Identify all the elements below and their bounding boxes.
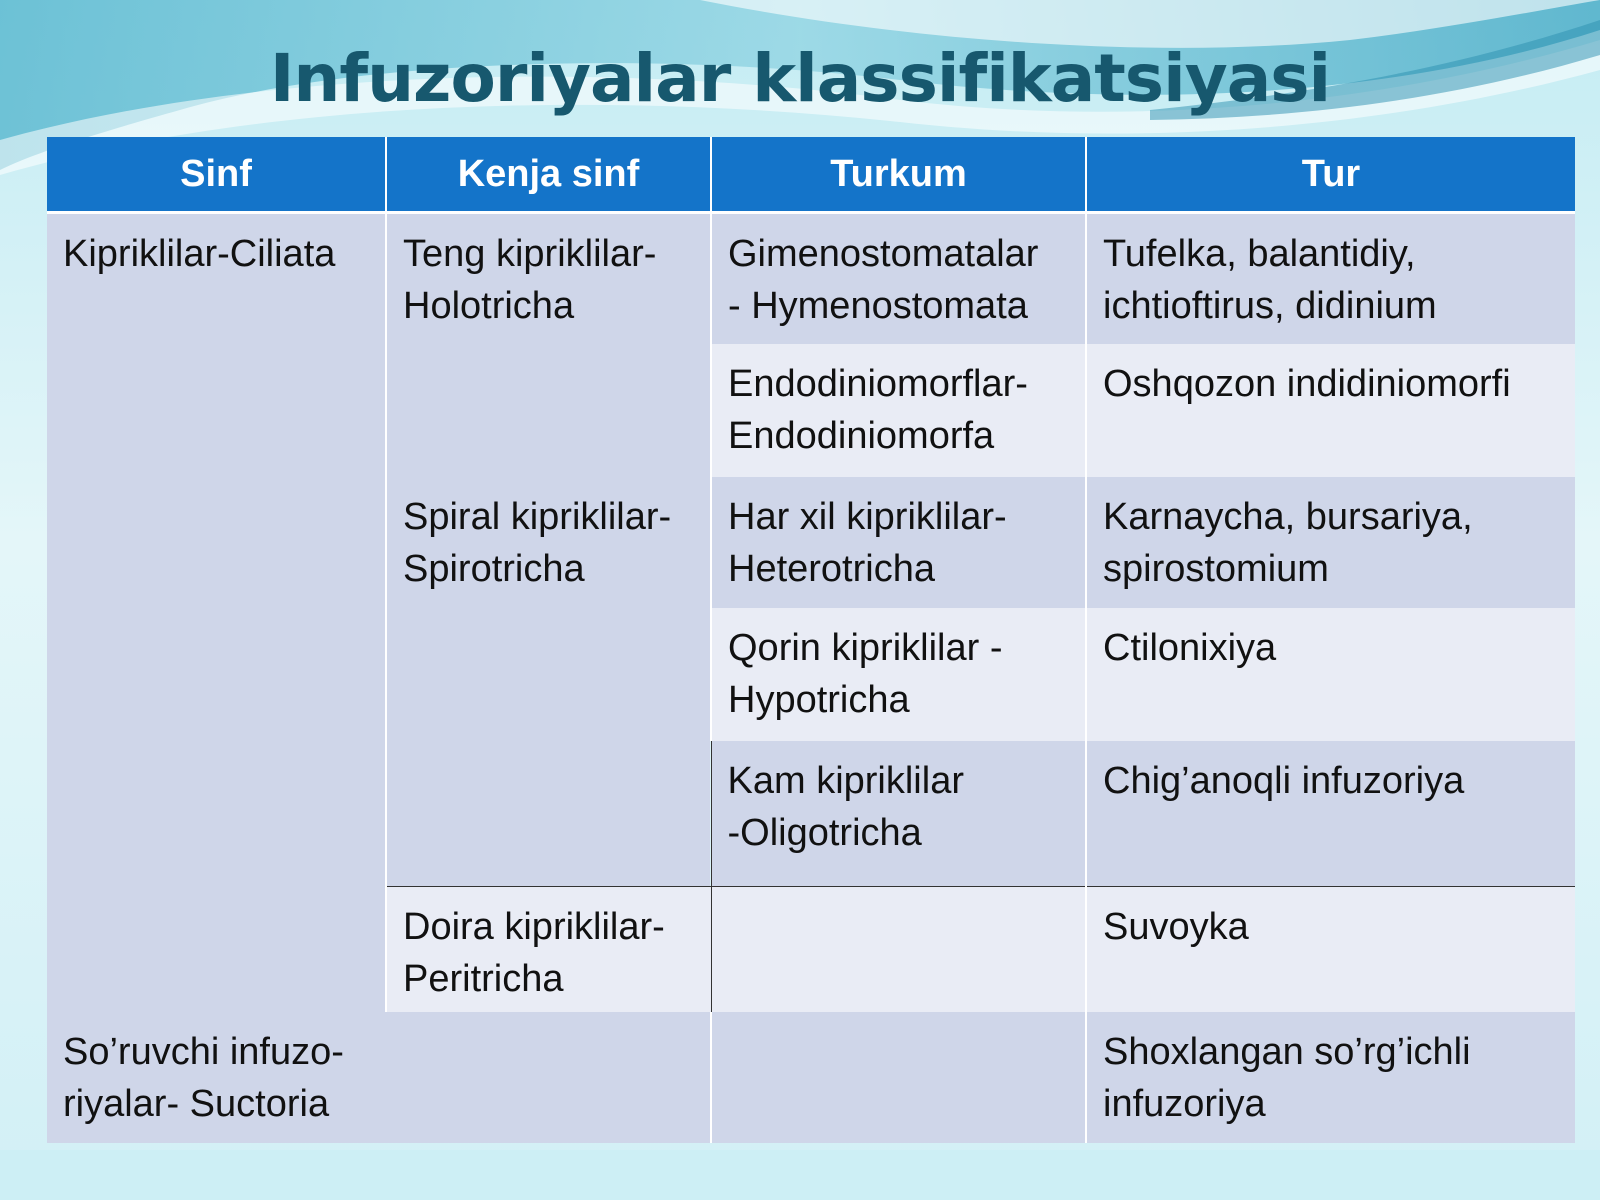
header-tur: Tur: [1086, 137, 1575, 213]
cell-tur: Ctilonixiya: [1086, 608, 1575, 741]
header-kenja-sinf: Kenja sinf: [386, 137, 711, 213]
cell-turkum: [711, 887, 1086, 1012]
cell-turkum: Endodiniomorflar- Endodiniomorfa: [711, 344, 1086, 477]
cell-sinf: So’ruvchi infuzo- riyalar- Suctoria: [47, 1012, 386, 1143]
classification-table: [47, 137, 1575, 1143]
cell-kenja-sinf: Teng kipriklilar- Holotricha: [386, 213, 711, 477]
cell-turkum: Gimenostomatalar - Hymenostomata: [711, 213, 1086, 344]
cell-turkum: Qorin kipriklilar - Hypotricha: [711, 608, 1086, 741]
cell-kenja-sinf: Spiral kipriklilar- Spirotricha: [386, 477, 711, 887]
cell-turkum: Har xil kipriklilar- Heterotricha: [711, 477, 1086, 608]
header-turkum: Turkum: [711, 137, 1086, 213]
cell-tur: Oshqozon indidiniomorfi: [1086, 344, 1575, 477]
header-sinf: Sinf: [47, 137, 386, 213]
cell-tur: Chig’anoqli infuzoriya: [1086, 741, 1575, 887]
table-row: [47, 213, 1575, 344]
table-row: [47, 1012, 1575, 1143]
cell-tur: Karnaycha, bursariya, spirostomium: [1086, 477, 1575, 608]
cell-tur: Tufelka, balantidiy, ichtioftirus, didinium: [1086, 213, 1575, 344]
cell-turkum: [711, 1012, 1086, 1143]
slide-title: Infuzoriyalar klassifikatsiyasi: [269, 40, 1331, 117]
cell-kenja-sinf: [386, 1012, 711, 1143]
cell-turkum: Kam kipriklilar -Oligotricha: [711, 741, 1086, 887]
cell-sinf: Kipriklilar-Ciliata: [47, 213, 386, 1012]
cell-tur: Shoxlangan so’rg’ichli infuzoriya: [1086, 1012, 1575, 1143]
header-row: [47, 137, 1575, 213]
cell-tur: Suvoyka: [1086, 887, 1575, 1012]
cell-kenja-sinf: Doira kipriklilar- Peritricha: [386, 887, 711, 1012]
